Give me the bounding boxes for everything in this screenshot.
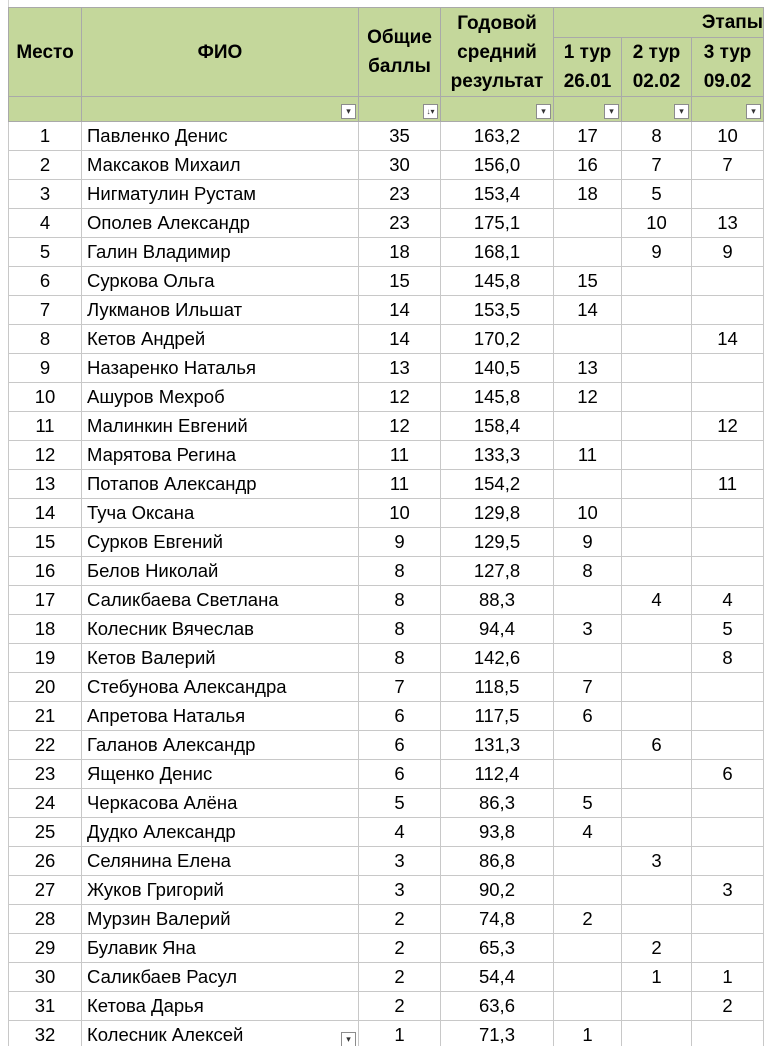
round-2-cell[interactable]: 6 (622, 731, 692, 760)
avg-cell[interactable]: 65,3 (441, 934, 554, 963)
place-cell[interactable]: 28 (9, 905, 82, 934)
table-row (9, 528, 764, 557)
name-cell[interactable]: Галанов Александр (82, 731, 359, 760)
round-3-cell[interactable] (692, 267, 764, 296)
round-1-cell[interactable] (554, 847, 622, 876)
round-1-cell[interactable] (554, 760, 622, 789)
cell-dropdown-icon[interactable]: ▾ (341, 1032, 356, 1046)
total-cell[interactable]: 35 (359, 122, 441, 151)
table-row (9, 151, 764, 180)
table-row (9, 267, 764, 296)
table-row (9, 180, 764, 209)
filter-dropdown-icon[interactable]: ▾ (746, 104, 761, 119)
total-cell[interactable]: 30 (359, 151, 441, 180)
round-3-cell[interactable] (692, 818, 764, 847)
place-cell[interactable]: 7 (9, 296, 82, 325)
total-cell[interactable]: 8 (359, 557, 441, 586)
round-3-cell[interactable]: 10 (692, 122, 764, 151)
round-1-cell[interactable]: 15 (554, 267, 622, 296)
name-cell[interactable]: Черкасова Алёна (82, 789, 359, 818)
round-1-cell[interactable] (554, 876, 622, 905)
round-2-cell[interactable] (622, 354, 692, 383)
total-cell[interactable]: 15 (359, 267, 441, 296)
avg-cell[interactable]: 94,4 (441, 615, 554, 644)
round-2-cell[interactable]: 4 (622, 586, 692, 615)
name-cell[interactable]: Селянина Елена (82, 847, 359, 876)
header-avg: Годовой средний результат (441, 8, 554, 97)
filter-cell-r2 (622, 97, 692, 122)
round-1-cell[interactable] (554, 644, 622, 673)
name-cell[interactable]: Апретова Наталья (82, 702, 359, 731)
table-row (9, 876, 764, 905)
round-2-cell[interactable] (622, 615, 692, 644)
round-3-cell[interactable] (692, 731, 764, 760)
round-2-cell[interactable]: 8 (622, 122, 692, 151)
round-3-cell[interactable] (692, 499, 764, 528)
total-cell[interactable]: 12 (359, 412, 441, 441)
place-cell[interactable]: 26 (9, 847, 82, 876)
header-round-1: 1 тур 26.01 (554, 38, 622, 97)
round-1-cell[interactable]: 9 (554, 528, 622, 557)
table-row (9, 905, 764, 934)
place-cell[interactable]: 32 (9, 1021, 82, 1046)
total-cell[interactable]: 4 (359, 818, 441, 847)
round-2-cell[interactable] (622, 818, 692, 847)
round-2-cell[interactable] (622, 325, 692, 354)
round-2-cell[interactable]: 2 (622, 934, 692, 963)
round-3-cell[interactable] (692, 383, 764, 412)
name-cell[interactable]: Туча Оксана (82, 499, 359, 528)
round-1-cell[interactable]: 1 (554, 1021, 622, 1046)
round-1-cell[interactable]: 18 (554, 180, 622, 209)
avg-cell[interactable]: 112,4 (441, 760, 554, 789)
name-cell[interactable]: Кетов Андрей (82, 325, 359, 354)
total-cell[interactable]: 13 (359, 354, 441, 383)
total-cell[interactable]: 8 (359, 586, 441, 615)
place-cell[interactable]: 10 (9, 383, 82, 412)
place-cell[interactable]: 5 (9, 238, 82, 267)
round-3-cell[interactable] (692, 557, 764, 586)
round-3-cell[interactable] (692, 905, 764, 934)
round-2-cell[interactable] (622, 789, 692, 818)
header-total: Общие баллы (359, 8, 441, 97)
table-row (9, 586, 764, 615)
round-2-cell[interactable] (622, 499, 692, 528)
round-3-cell[interactable]: 7 (692, 151, 764, 180)
round-1-cell[interactable]: 6 (554, 702, 622, 731)
avg-cell[interactable]: 140,5 (441, 354, 554, 383)
header-name: ФИО (82, 8, 359, 97)
table-row (9, 760, 764, 789)
round-2-cell[interactable] (622, 760, 692, 789)
header-stages: Этапы (554, 8, 764, 38)
place-cell[interactable]: 3 (9, 180, 82, 209)
avg-cell[interactable]: 88,3 (441, 586, 554, 615)
round-3-cell[interactable]: 12 (692, 412, 764, 441)
total-cell[interactable]: 6 (359, 760, 441, 789)
round-3-cell[interactable] (692, 354, 764, 383)
avg-cell[interactable]: 129,5 (441, 528, 554, 557)
total-cell[interactable]: 2 (359, 934, 441, 963)
avg-cell[interactable]: 168,1 (441, 238, 554, 267)
total-cell[interactable]: 23 (359, 180, 441, 209)
total-cell[interactable]: 10 (359, 499, 441, 528)
round-2-cell[interactable] (622, 383, 692, 412)
place-cell[interactable]: 31 (9, 992, 82, 1021)
round-1-cell[interactable]: 13 (554, 354, 622, 383)
filter-cell-r3 (692, 97, 764, 122)
filter-cell-total (359, 97, 441, 122)
total-cell[interactable]: 6 (359, 702, 441, 731)
round-1-cell[interactable] (554, 963, 622, 992)
round-2-cell[interactable]: 9 (622, 238, 692, 267)
filter-dropdown-icon[interactable]: ▾ (604, 104, 619, 119)
table-row (9, 731, 764, 760)
avg-cell[interactable]: 145,8 (441, 383, 554, 412)
round-3-cell[interactable]: 3 (692, 876, 764, 905)
round-2-cell[interactable] (622, 644, 692, 673)
round-1-cell[interactable] (554, 470, 622, 499)
table-row (9, 934, 764, 963)
place-cell[interactable]: 23 (9, 760, 82, 789)
place-cell[interactable]: 2 (9, 151, 82, 180)
name-cell[interactable]: Колесник Вячеслав (82, 615, 359, 644)
avg-cell[interactable]: 158,4 (441, 412, 554, 441)
round-1-cell[interactable] (554, 992, 622, 1021)
place-cell[interactable]: 4 (9, 209, 82, 238)
avg-cell[interactable]: 71,3 (441, 1021, 554, 1046)
round-3-cell[interactable]: 11 (692, 470, 764, 499)
round-3-cell[interactable] (692, 180, 764, 209)
name-cell[interactable]: Колесник Алексей ▾ (82, 1021, 359, 1046)
total-cell[interactable]: 5 (359, 789, 441, 818)
avg-cell[interactable]: 156,0 (441, 151, 554, 180)
filter-dropdown-icon[interactable]: ▾ (536, 104, 551, 119)
round-3-cell[interactable] (692, 528, 764, 557)
name-cell[interactable]: Саликбаева Светлана (82, 586, 359, 615)
round-3-cell[interactable]: 4 (692, 586, 764, 615)
filter-cell-name (82, 97, 359, 122)
avg-cell[interactable]: 93,8 (441, 818, 554, 847)
table-row (9, 412, 764, 441)
table-row (9, 354, 764, 383)
total-cell[interactable]: 12 (359, 383, 441, 412)
name-cell[interactable]: Белов Николай (82, 557, 359, 586)
total-cell[interactable]: 8 (359, 644, 441, 673)
name-cell[interactable]: Ополев Александр (82, 209, 359, 238)
round-1-cell[interactable] (554, 731, 622, 760)
round-3-cell[interactable] (692, 1021, 764, 1046)
name-cell[interactable]: Потапов Александр (82, 470, 359, 499)
total-cell[interactable]: 23 (359, 209, 441, 238)
name-cell[interactable]: Стебунова Александра (82, 673, 359, 702)
avg-cell[interactable]: 170,2 (441, 325, 554, 354)
place-cell[interactable]: 25 (9, 818, 82, 847)
place-cell[interactable]: 19 (9, 644, 82, 673)
avg-cell[interactable]: 86,3 (441, 789, 554, 818)
round-2-cell[interactable] (622, 441, 692, 470)
total-cell[interactable]: 1 (359, 1021, 441, 1046)
round-1-cell[interactable]: 11 (554, 441, 622, 470)
name-cell[interactable]: Дудко Александр (82, 818, 359, 847)
round-2-cell[interactable] (622, 1021, 692, 1046)
table-row (9, 702, 764, 731)
place-cell[interactable]: 16 (9, 557, 82, 586)
name-cell[interactable]: Максаков Михаил (82, 151, 359, 180)
table-row (9, 963, 764, 992)
avg-cell[interactable]: 154,2 (441, 470, 554, 499)
round-1-cell[interactable]: 4 (554, 818, 622, 847)
round-3-cell[interactable]: 5 (692, 615, 764, 644)
round-2-cell[interactable]: 1 (622, 963, 692, 992)
table-row (9, 1021, 764, 1046)
name-cell[interactable]: Назаренко Наталья (82, 354, 359, 383)
round-3-cell[interactable]: 13 (692, 209, 764, 238)
round-2-cell[interactable] (622, 267, 692, 296)
avg-cell[interactable]: 117,5 (441, 702, 554, 731)
place-cell[interactable]: 27 (9, 876, 82, 905)
round-1-cell[interactable] (554, 586, 622, 615)
round-2-cell[interactable]: 5 (622, 180, 692, 209)
place-cell[interactable]: 20 (9, 673, 82, 702)
table-row (9, 847, 764, 876)
name-cell[interactable]: Жуков Григорий (82, 876, 359, 905)
round-1-cell[interactable]: 17 (554, 122, 622, 151)
avg-cell[interactable]: 129,8 (441, 499, 554, 528)
round-2-cell[interactable]: 3 (622, 847, 692, 876)
avg-cell[interactable]: 163,2 (441, 122, 554, 151)
name-cell[interactable]: Сурков Евгений (82, 528, 359, 557)
total-cell[interactable]: 14 (359, 325, 441, 354)
round-1-cell[interactable]: 14 (554, 296, 622, 325)
filter-cell-place (9, 97, 82, 122)
round-3-cell[interactable] (692, 702, 764, 731)
place-cell[interactable]: 11 (9, 412, 82, 441)
total-cell[interactable]: 14 (359, 296, 441, 325)
avg-cell[interactable]: 133,3 (441, 441, 554, 470)
place-cell[interactable]: 1 (9, 122, 82, 151)
filter-cell-avg (441, 97, 554, 122)
table-row (9, 325, 764, 354)
name-cell[interactable]: Нигматулин Рустам (82, 180, 359, 209)
round-3-cell[interactable]: 2 (692, 992, 764, 1021)
round-1-cell[interactable]: 5 (554, 789, 622, 818)
name-cell[interactable]: Малинкин Евгений (82, 412, 359, 441)
place-cell[interactable]: 6 (9, 267, 82, 296)
round-1-cell[interactable] (554, 209, 622, 238)
round-3-cell[interactable]: 14 (692, 325, 764, 354)
total-cell[interactable]: 6 (359, 731, 441, 760)
table-row (9, 615, 764, 644)
total-cell[interactable]: 2 (359, 992, 441, 1021)
place-cell[interactable]: 8 (9, 325, 82, 354)
table-body (9, 122, 764, 1046)
round-1-cell[interactable]: 3 (554, 615, 622, 644)
place-cell[interactable]: 22 (9, 731, 82, 760)
round-1-cell[interactable] (554, 325, 622, 354)
table-row (9, 673, 764, 702)
round-1-cell[interactable] (554, 412, 622, 441)
table-row (9, 296, 764, 325)
sort-filter-icon[interactable]: ↓▾ (423, 104, 438, 119)
round-3-cell[interactable] (692, 441, 764, 470)
round-1-cell[interactable]: 12 (554, 383, 622, 412)
filter-dropdown-icon[interactable]: ▾ (341, 104, 356, 119)
name-cell[interactable]: Кетов Валерий (82, 644, 359, 673)
name-cell[interactable]: Мурзин Валерий (82, 905, 359, 934)
place-cell[interactable]: 15 (9, 528, 82, 557)
total-cell[interactable]: 8 (359, 615, 441, 644)
avg-cell[interactable]: 74,8 (441, 905, 554, 934)
table-row (9, 238, 764, 267)
round-1-cell[interactable]: 7 (554, 673, 622, 702)
filter-dropdown-icon[interactable]: ▾ (674, 104, 689, 119)
header-place: Место (9, 8, 82, 97)
avg-cell[interactable]: 131,3 (441, 731, 554, 760)
total-cell[interactable]: 3 (359, 876, 441, 905)
avg-cell[interactable]: 145,8 (441, 267, 554, 296)
avg-cell[interactable]: 142,6 (441, 644, 554, 673)
table-row (9, 789, 764, 818)
place-cell[interactable]: 30 (9, 963, 82, 992)
header-round-2: 2 тур 02.02 (622, 38, 692, 97)
table-row (9, 383, 764, 412)
round-3-cell[interactable] (692, 789, 764, 818)
round-3-cell[interactable]: 6 (692, 760, 764, 789)
round-1-cell[interactable]: 16 (554, 151, 622, 180)
total-cell[interactable]: 2 (359, 905, 441, 934)
place-cell[interactable]: 29 (9, 934, 82, 963)
round-2-cell[interactable] (622, 992, 692, 1021)
avg-cell[interactable]: 153,5 (441, 296, 554, 325)
total-cell[interactable]: 2 (359, 963, 441, 992)
table-row (9, 499, 764, 528)
round-1-cell[interactable]: 2 (554, 905, 622, 934)
place-cell[interactable]: 12 (9, 441, 82, 470)
filter-cell-r1 (554, 97, 622, 122)
round-2-cell[interactable] (622, 528, 692, 557)
round-3-cell[interactable] (692, 934, 764, 963)
name-cell[interactable]: Марятова Регина (82, 441, 359, 470)
avg-cell[interactable]: 86,8 (441, 847, 554, 876)
place-cell[interactable]: 9 (9, 354, 82, 383)
round-3-cell[interactable] (692, 673, 764, 702)
name-cell[interactable]: Павленко Денис (82, 122, 359, 151)
round-3-cell[interactable] (692, 847, 764, 876)
table-row (9, 441, 764, 470)
name-cell[interactable]: Ашуров Мехроб (82, 383, 359, 412)
avg-cell[interactable]: 153,4 (441, 180, 554, 209)
table-row (9, 818, 764, 847)
results-table (8, 7, 764, 1046)
table-row (9, 209, 764, 238)
table-row (9, 470, 764, 499)
name-cell[interactable]: Кетова Дарья (82, 992, 359, 1021)
round-2-cell[interactable] (622, 673, 692, 702)
total-cell[interactable]: 9 (359, 528, 441, 557)
place-cell[interactable]: 18 (9, 615, 82, 644)
round-2-cell[interactable] (622, 702, 692, 731)
place-cell[interactable]: 13 (9, 470, 82, 499)
round-3-cell[interactable]: 9 (692, 238, 764, 267)
table-row (9, 557, 764, 586)
round-3-cell[interactable] (692, 296, 764, 325)
round-1-cell[interactable] (554, 238, 622, 267)
avg-cell[interactable]: 118,5 (441, 673, 554, 702)
round-1-cell[interactable]: 10 (554, 499, 622, 528)
table-row (9, 122, 764, 151)
name-cell[interactable]: Суркова Ольга (82, 267, 359, 296)
total-cell[interactable]: 11 (359, 441, 441, 470)
name-cell[interactable]: Ященко Денис (82, 760, 359, 789)
round-1-cell[interactable]: 8 (554, 557, 622, 586)
round-2-cell[interactable] (622, 557, 692, 586)
place-cell[interactable]: 21 (9, 702, 82, 731)
round-1-cell[interactable] (554, 934, 622, 963)
total-cell[interactable]: 11 (359, 470, 441, 499)
round-2-cell[interactable] (622, 470, 692, 499)
name-cell[interactable]: Булавик Яна (82, 934, 359, 963)
round-3-cell[interactable]: 8 (692, 644, 764, 673)
header-round-3: 3 тур 09.02 (692, 38, 764, 97)
avg-cell[interactable]: 127,8 (441, 557, 554, 586)
round-2-cell[interactable]: 7 (622, 151, 692, 180)
place-cell[interactable]: 17 (9, 586, 82, 615)
round-2-cell[interactable] (622, 412, 692, 441)
round-2-cell[interactable]: 10 (622, 209, 692, 238)
name-cell[interactable]: Галин Владимир (82, 238, 359, 267)
round-2-cell[interactable] (622, 876, 692, 905)
total-cell[interactable]: 7 (359, 673, 441, 702)
avg-cell[interactable]: 54,4 (441, 963, 554, 992)
avg-cell[interactable]: 175,1 (441, 209, 554, 238)
total-cell[interactable]: 3 (359, 847, 441, 876)
place-cell[interactable]: 24 (9, 789, 82, 818)
round-3-cell[interactable]: 1 (692, 963, 764, 992)
round-2-cell[interactable] (622, 296, 692, 325)
avg-cell[interactable]: 63,6 (441, 992, 554, 1021)
table-row (9, 644, 764, 673)
table-row (9, 992, 764, 1021)
place-cell[interactable]: 14 (9, 499, 82, 528)
total-cell[interactable]: 18 (359, 238, 441, 267)
round-2-cell[interactable] (622, 905, 692, 934)
name-cell[interactable]: Саликбаев Расул (82, 963, 359, 992)
name-cell[interactable]: Лукманов Ильшат (82, 296, 359, 325)
avg-cell[interactable]: 90,2 (441, 876, 554, 905)
